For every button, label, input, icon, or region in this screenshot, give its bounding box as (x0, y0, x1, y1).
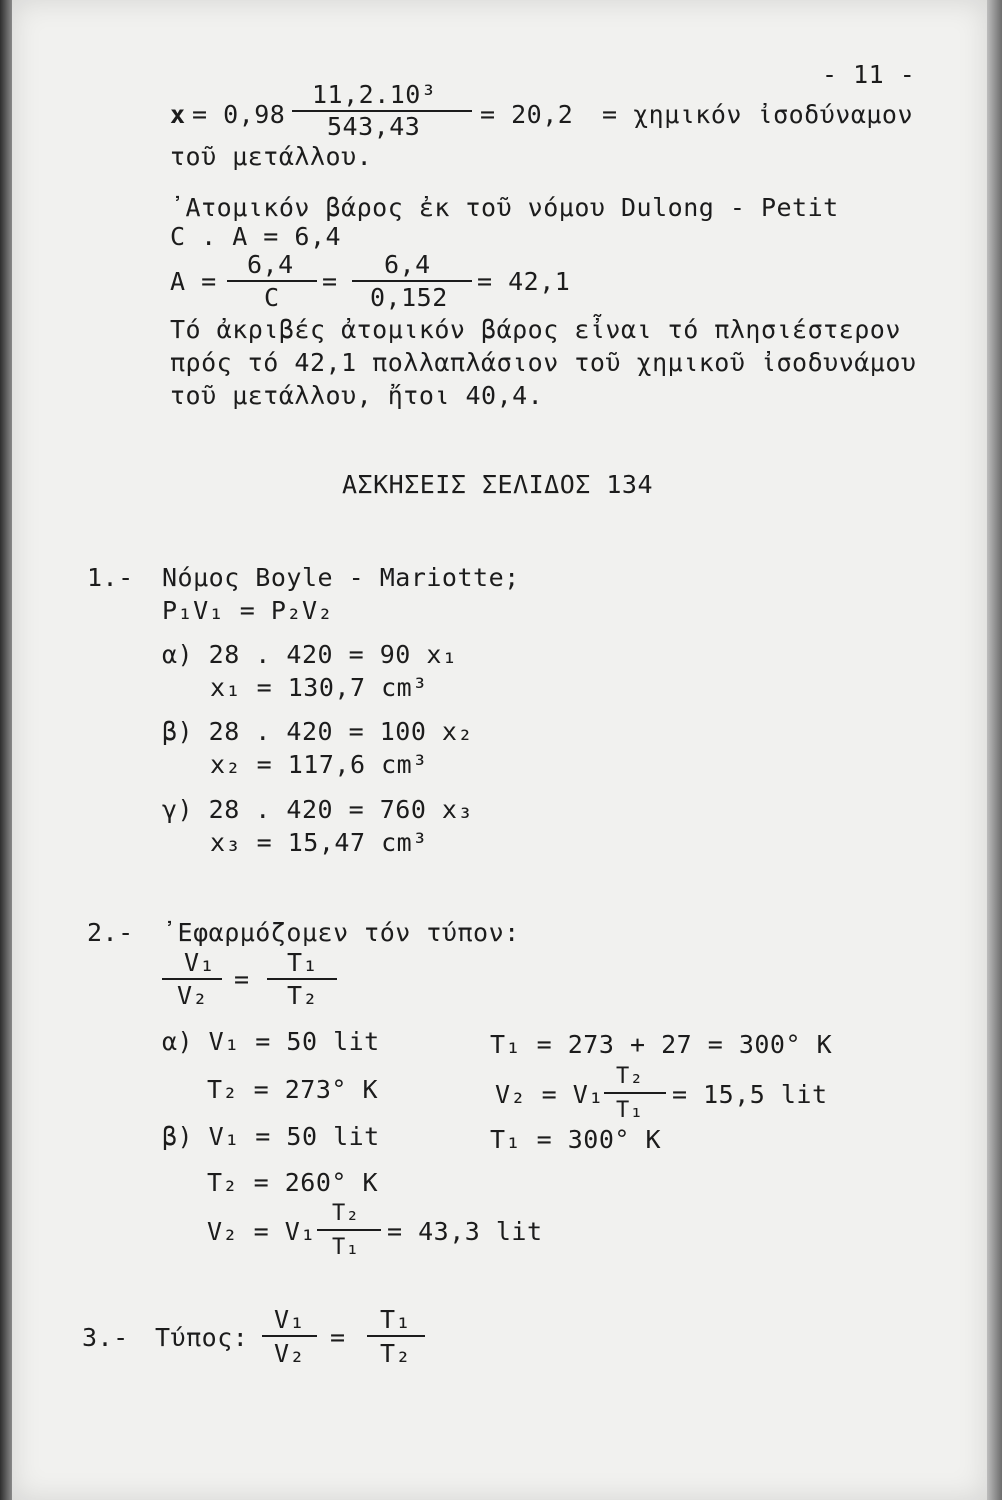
ex1-law: P₁V₁ = P₂V₂ (162, 596, 334, 625)
ex2-a-v2-num: T₂ (616, 1064, 644, 1089)
ex2-number: 2.- (87, 918, 134, 947)
ex1-b-line1: β) 28 . 420 = 100 x₂ (162, 717, 474, 746)
ex3-formula-bar2 (367, 1335, 425, 1337)
ex1-a-line1: α) 28 . 420 = 90 x₁ (162, 640, 458, 669)
x-tail: = χημικόν ἰσοδύναμον (602, 100, 914, 129)
ex2-formula-den1: V₂ (177, 981, 209, 1010)
ex1-c-line1: γ) 28 . 420 = 760 x₃ (162, 795, 474, 824)
x-result: = 20,2 (480, 100, 574, 129)
ex2-a-v2-den: T₁ (616, 1098, 644, 1123)
ex3-formula-den1: V₂ (274, 1339, 306, 1368)
ex1-number: 1.- (87, 563, 134, 592)
intro-text-3: τοῦ μετάλλου, ἤτοι 40,4. (170, 381, 544, 410)
ex2-formula-num2: T₁ (287, 948, 319, 977)
page-number: - 11 - (822, 60, 916, 89)
ex2-a-v2-pre: V₂ = V₁ (495, 1080, 604, 1109)
ex3-formula-num2: T₁ (380, 1305, 412, 1334)
x-continuation: τοῦ μετάλλου. (170, 142, 373, 171)
ex2-b-v2-result: = 43,3 lit (387, 1217, 543, 1246)
ex3-formula-bar1 (262, 1335, 317, 1337)
x-denominator: 543,43 (327, 112, 421, 141)
a-fraction-bar-1 (227, 280, 317, 282)
a-denominator-1: C (264, 283, 280, 312)
a-result: = 42,1 (477, 267, 571, 296)
ex2-formula-num1: V₁ (184, 948, 216, 977)
x-label: x (170, 100, 186, 129)
ex2-b-v2-num: T₂ (332, 1201, 360, 1226)
intro-text-2: πρός τό 42,1 πολλαπλάσιον τοῦ χημικοῦ ἰσοδυνάμου (170, 348, 917, 377)
a-numerator-2: 6,4 (384, 250, 431, 279)
ex2-formula-bar1 (162, 978, 222, 980)
ex2-a-v2-result: = 15,5 lit (672, 1080, 828, 1109)
ex1-b-line2: x₂ = 117,6 cm³ (210, 750, 428, 779)
ex3-formula-num1: V₁ (274, 1305, 306, 1334)
ex2-a-t1: T₁ = 273 + 27 = 300° K (490, 1030, 833, 1059)
ex2-title: ᾿Εφαρμόζομεν τόν τύπον: (162, 918, 520, 947)
ex3-number: 3.- (82, 1323, 129, 1352)
page-left-edge (0, 0, 12, 1500)
a-eq: = (322, 267, 338, 296)
x-numerator: 11,2.10³ (312, 80, 437, 109)
ex2-b-v2-bar (317, 1229, 381, 1231)
ex2-a-v2-bar (604, 1092, 666, 1094)
ex1-a-line2: x₁ = 130,7 cm³ (210, 673, 428, 702)
section-title: ΑΣΚΗΣΕΙΣ ΣΕΛΙΔΟΣ 134 (342, 470, 654, 499)
intro-text-1: Τό ἀκριβές ἀτομικόν βάρος εἶναι τό πλησιέστερον (170, 315, 901, 344)
ex2-b-v1: β) V₁ = 50 lit (162, 1122, 380, 1151)
ex1-c-line2: x₃ = 15,47 cm³ (210, 828, 428, 857)
a-denominator-2: 0,152 (370, 283, 448, 312)
ex2-b-t1: T₁ = 300° K (490, 1125, 662, 1154)
ex2-b-v2-pre: V₂ = V₁ (207, 1217, 316, 1246)
ex2-b-v2-den: T₁ (332, 1235, 360, 1260)
x-eq: = 0,98 (192, 100, 286, 129)
ex2-formula-eq: = (234, 965, 250, 994)
ex2-formula-bar2 (267, 978, 337, 980)
a-numerator-1: 6,4 (247, 250, 294, 279)
ex2-a-v1: α) V₁ = 50 lit (162, 1027, 380, 1056)
ex3-title: Τύπος: (155, 1323, 249, 1352)
ex3-formula-eq: = (330, 1323, 346, 1352)
ex3-formula-den2: T₂ (380, 1339, 412, 1368)
ex2-a-t2: T₂ = 273° K (207, 1075, 379, 1104)
ex1-title: Νόμος Boyle - Mariotte; (162, 563, 520, 592)
a-fraction-bar-2 (352, 280, 472, 282)
ca-line: C . A = 6,4 (170, 222, 342, 251)
page-right-edge (987, 0, 1002, 1500)
dulong-petit-heading: ᾿Ατομικόν βάρος ἐκ τοῦ νόμου Dulong - Petit (170, 193, 839, 222)
ex2-b-t2: T₂ = 260° K (207, 1168, 379, 1197)
ex2-formula-den2: T₂ (287, 981, 319, 1010)
a-label: A = (170, 267, 217, 296)
document-page (12, 0, 987, 1500)
